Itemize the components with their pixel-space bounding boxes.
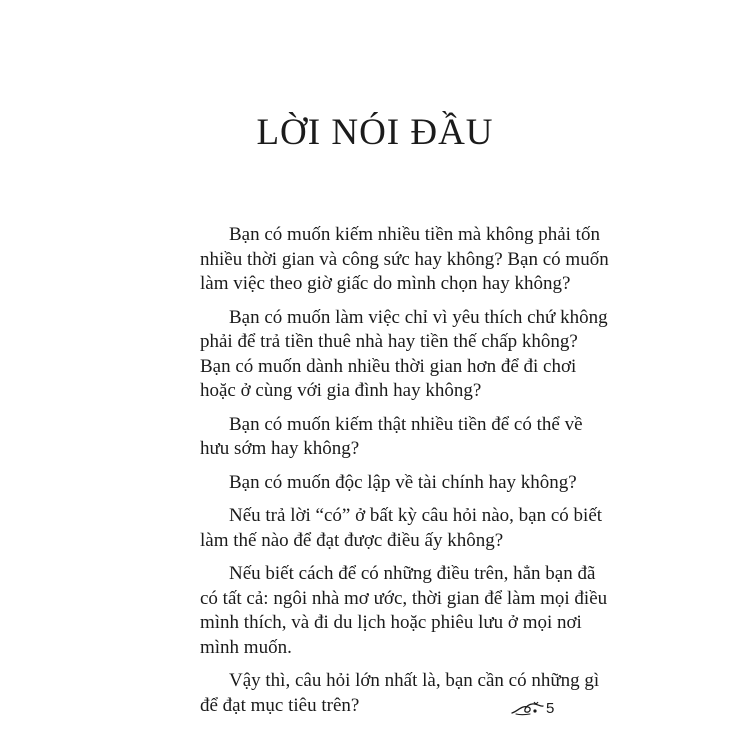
paragraph-1: [200, 223, 609, 297]
preface-body: [200, 223, 609, 727]
text-line: Bạn có muốn kiếm thật nhiều tiền để có thể về: [229, 413, 583, 435]
text-line: Bạn có muốn dành nhiều thời gian hơn để đi chơi: [200, 355, 577, 377]
page-title: LỜI NÓI ĐẦU: [256, 112, 494, 153]
text-line: Bạn có muốn làm việc chỉ vì yêu thích chứ không: [229, 306, 608, 328]
text-line: Vậy thì, câu hỏi lớn nhất là, bạn cần có những gì: [229, 670, 600, 691]
page-footer: [510, 698, 554, 718]
text-line: để đạt mục tiêu trên?: [200, 694, 360, 716]
paragraph-6: [200, 562, 608, 660]
text-line: hưu sớm hay không?: [200, 438, 360, 459]
flourish-ornament-icon: [510, 699, 544, 717]
text-line: Nếu biết cách để có những điều trên, hẳn bạn đã: [229, 563, 596, 584]
page-number: 5: [546, 699, 555, 717]
text-line: Bạn có muốn độc lập về tài chính hay không?: [229, 471, 577, 493]
text-line: làm thế nào để đạt được điều ấy không?: [200, 529, 504, 551]
paragraph-3: [200, 413, 583, 462]
paragraph-4: [200, 471, 577, 496]
paragraph-2: [200, 306, 608, 404]
text-line: nhiều thời gian và công sức hay không? Bạn có muốn: [200, 248, 609, 270]
text-line: hoặc ở cùng với gia đình hay không?: [200, 380, 482, 401]
text-line: mình thích, và đi du lịch hoặc phiêu lưu ở mọi nơi: [200, 612, 582, 633]
text-line: làm việc theo giờ giấc do mình chọn hay không?: [200, 273, 571, 294]
text-line: có tất cả: ngôi nhà mơ ước, thời gian để làm mọi điều: [200, 587, 608, 609]
text-line: Bạn có muốn kiếm nhiều tiền mà không phải tốn: [229, 224, 600, 245]
text-line: phải để trả tiền thuê nhà hay tiền thế chấp không?: [200, 331, 578, 352]
text-line: Nếu trả lời “có” ở bất kỳ câu hỏi nào, bạn có biết: [229, 505, 603, 526]
text-line: mình muốn.: [200, 636, 292, 658]
paragraph-5: [200, 504, 603, 553]
